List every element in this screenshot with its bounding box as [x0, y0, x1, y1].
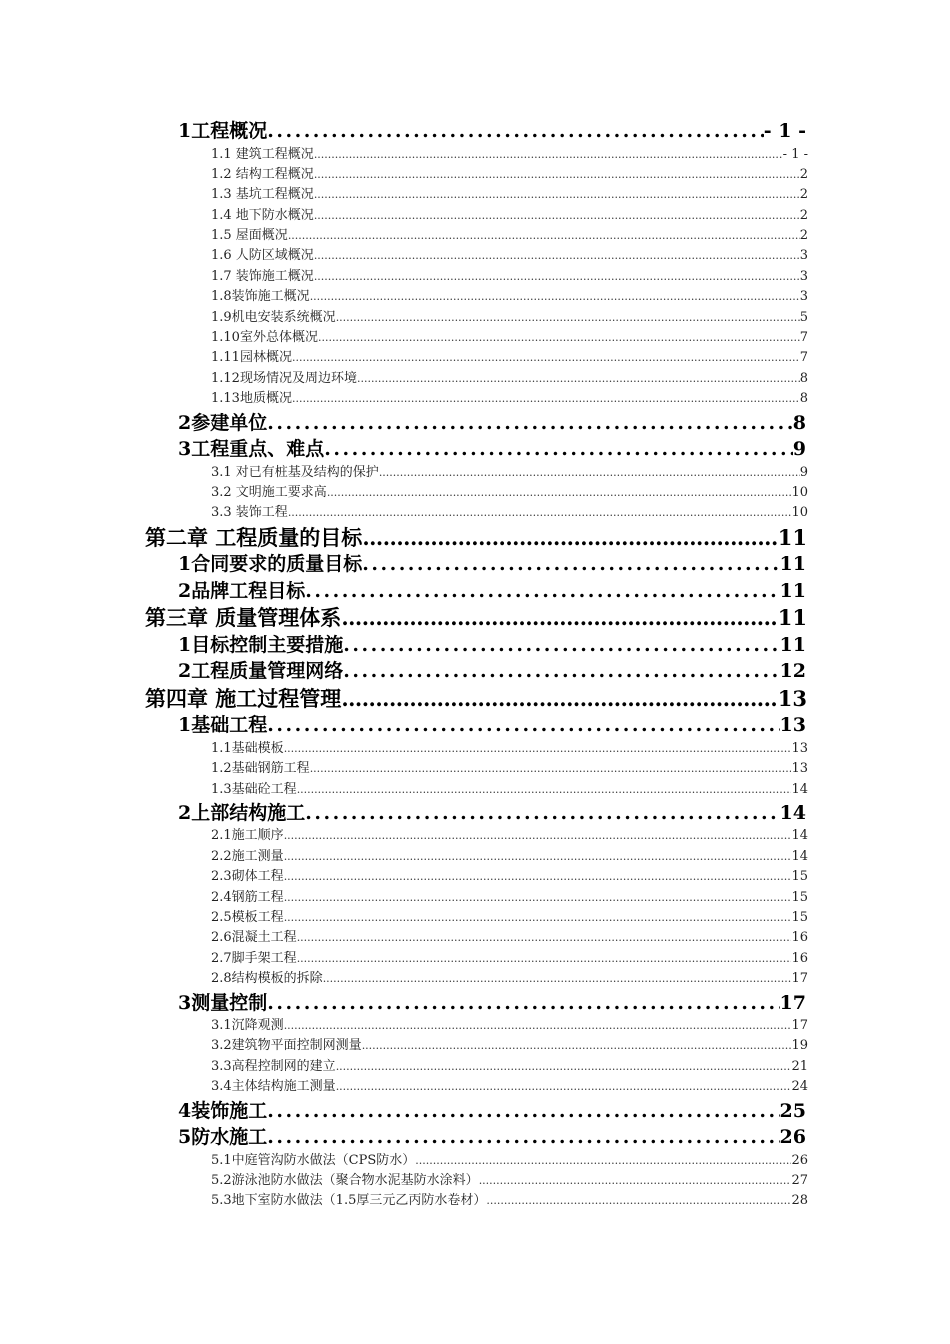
toc-subsection[interactable]: [211, 757, 808, 777]
toc-entry-title: 2.4钢筋工程: [211, 889, 284, 905]
toc-page-number: 27: [791, 1173, 808, 1188]
toc-dot-leader: [357, 372, 800, 385]
toc-section[interactable]: [178, 630, 806, 657]
toc-subsection[interactable]: [211, 224, 808, 244]
toc-dot-leader: [292, 392, 800, 405]
toc-dot-leader: [284, 911, 792, 924]
toc-entry-title: 3.1沉降观测: [211, 1018, 284, 1034]
toc-section[interactable]: [178, 434, 806, 461]
toc-section[interactable]: [178, 408, 806, 435]
toc-dot-leader: [362, 553, 779, 575]
toc-section[interactable]: [178, 988, 806, 1015]
toc-subsection[interactable]: [211, 737, 808, 757]
toc-page-number: 3: [799, 268, 808, 284]
toc-page-number: 11: [777, 524, 807, 550]
toc-entry-title: 1.4 地下防水概况: [211, 207, 314, 223]
toc-subsection[interactable]: [211, 865, 808, 885]
toc-entry-title: 1基础工程: [178, 714, 268, 737]
toc-subsection[interactable]: [211, 306, 808, 326]
toc-page-number: - 1 -: [782, 146, 808, 162]
toc-section[interactable]: [178, 656, 806, 683]
toc-page-number: 10: [791, 484, 808, 500]
toc-page-number: 17: [791, 971, 808, 987]
toc-subsection[interactable]: [211, 244, 808, 264]
toc-dot-leader: [267, 992, 779, 1014]
toc-entry-title: 1合同要求的质量目标: [178, 553, 363, 576]
toc-page-number: 13: [791, 761, 808, 777]
toc-entry-title: 2.7脚手架工程: [211, 950, 297, 966]
toc-dot-leader: [314, 188, 800, 201]
toc-entry-title: 2.8结构模板的拆除: [211, 971, 323, 987]
toc-entry-title: 3.2建筑物平面控制网测量: [211, 1038, 362, 1054]
toc-subsection[interactable]: [211, 265, 808, 285]
toc-dot-leader: [267, 714, 779, 736]
toc-dot-leader: [343, 660, 779, 682]
toc-dot-leader: [314, 270, 800, 283]
toc-page-number: 10: [791, 505, 808, 521]
toc-dot-leader: [310, 762, 792, 775]
toc-page-number: 17: [779, 991, 806, 1014]
toc-subsection[interactable]: [211, 778, 808, 798]
toc-page-number: 17: [791, 1018, 808, 1034]
toc-dot-leader: [314, 249, 800, 262]
toc-dot-leader: [336, 311, 800, 324]
toc-entry-title: 2.5模板工程: [211, 909, 284, 925]
toc-page-number: 14: [791, 848, 808, 864]
toc-dot-leader: [323, 972, 792, 985]
toc-entry-title: 第三章 质量管理体系: [145, 605, 342, 630]
toc-dot-leader: [314, 148, 783, 161]
toc-dot-leader: [327, 486, 792, 499]
toc-subsection[interactable]: [211, 481, 808, 501]
toc-dot-leader: [341, 605, 777, 630]
toc-dot-leader: [318, 331, 800, 344]
toc-page-number: 7: [799, 330, 808, 346]
toc-dot-leader: [336, 1060, 792, 1073]
toc-entry-title: 3.3 装饰工程: [211, 505, 288, 521]
toc-dot-leader: [284, 870, 792, 883]
toc-page-number: 11: [779, 579, 806, 602]
toc-entry-title: 3.1 对已有桩基及结构的保护: [211, 464, 379, 480]
toc-section[interactable]: [178, 549, 806, 576]
toc-page-number: 13: [777, 685, 807, 711]
toc-entry-title: 3.4主体结构施工测量: [211, 1079, 336, 1095]
toc-page-number: 8: [799, 391, 808, 407]
toc-entry-title: 2工程质量管理网络: [178, 660, 344, 683]
toc-entry-title: 1.2 结构工程概况: [211, 166, 314, 182]
toc-subsection[interactable]: [211, 886, 808, 906]
toc-page-number: 3: [799, 248, 808, 264]
toc-page-number: 14: [791, 828, 808, 844]
toc-subsection[interactable]: [211, 1034, 808, 1054]
toc-dot-leader: [284, 891, 792, 904]
toc-entry-title: 1.9机电安装系统概况: [211, 309, 336, 325]
toc-dot-leader: [305, 802, 779, 824]
toc-dot-leader: [479, 1174, 792, 1187]
toc-subsection[interactable]: [211, 183, 808, 203]
toc-chapter[interactable]: [145, 522, 807, 550]
toc-entry-title: 2参建单位: [178, 411, 268, 434]
toc-subsection[interactable]: [211, 367, 808, 387]
toc-entry-title: 1.6 人防区域概况: [211, 248, 314, 264]
toc-page-number: 25: [779, 1099, 806, 1122]
toc-entry-title: 3.2 文明施工要求高: [211, 484, 327, 500]
toc-subsection[interactable]: [211, 845, 808, 865]
toc-dot-leader: [297, 783, 792, 796]
toc-page-number: 28: [791, 1193, 808, 1209]
toc-entry-title: 3.3高程控制网的建立: [211, 1058, 336, 1074]
toc-page-number: 11: [779, 633, 806, 656]
toc-dot-leader: [284, 850, 792, 863]
toc-section[interactable]: [178, 798, 806, 825]
toc-entry-title: 4装饰施工: [178, 1099, 268, 1122]
toc-subsection[interactable]: [211, 926, 808, 946]
toc-page-number: 7: [799, 350, 808, 366]
toc-page-number: 2: [799, 187, 808, 203]
toc-entry-title: 1.13地质概况: [211, 391, 292, 407]
toc-page-number: 15: [791, 889, 808, 905]
toc-page-number: 2: [799, 166, 808, 182]
toc-page-number: 16: [791, 950, 808, 966]
toc-entry-title: 2.3砌体工程: [211, 869, 284, 885]
toc-dot-leader: [343, 634, 779, 656]
toc-page-number: 26: [779, 1126, 806, 1149]
toc-entry-title: 1.3 基坑工程概况: [211, 187, 314, 203]
toc-section[interactable]: [178, 1096, 806, 1123]
toc-dot-leader: [305, 580, 779, 602]
toc-dot-leader: [362, 525, 777, 550]
toc-subsection[interactable]: [211, 1014, 808, 1034]
toc-dot-leader: [297, 931, 792, 944]
toc-dot-leader: [297, 952, 792, 965]
toc-dot-leader: [314, 209, 800, 222]
toc-page-number: 15: [791, 869, 808, 885]
toc-chapter[interactable]: [145, 683, 807, 711]
toc-section[interactable]: [178, 116, 806, 143]
toc-page-number: 9: [799, 464, 808, 480]
toc-dot-leader: [415, 1154, 791, 1167]
toc-page-number: 3: [799, 289, 808, 305]
toc-entry-title: 5.2游泳池防水做法（聚合物水泥基防水涂料）: [211, 1173, 479, 1188]
toc-dot-leader: [336, 1080, 792, 1093]
toc-entry-title: 5防水施工: [178, 1126, 268, 1149]
toc-subsection[interactable]: [211, 1149, 808, 1169]
toc-entry-title: 1.2基础钢筋工程: [211, 761, 310, 777]
toc-entry-title: 1.11园林概况: [211, 350, 292, 366]
toc-subsection[interactable]: [211, 906, 808, 926]
toc-entry-title: 1.3基础砼工程: [211, 781, 297, 797]
toc-page-number: - 1 -: [763, 120, 806, 142]
toc-subsection[interactable]: [211, 1189, 808, 1209]
toc-entry-title: 2.6混凝土工程: [211, 930, 297, 946]
toc-subsection[interactable]: [211, 947, 808, 967]
toc-entry-title: 2品牌工程目标: [178, 579, 306, 602]
toc-page-number: 5: [799, 309, 808, 325]
toc-dot-leader: [362, 1039, 792, 1052]
toc-section[interactable]: [178, 710, 806, 737]
toc-subsection[interactable]: [211, 204, 808, 224]
toc-subsection[interactable]: [211, 1075, 808, 1095]
toc-entry-title: 3工程重点、难点: [178, 438, 325, 461]
table-of-contents: [0, 116, 950, 1210]
toc-dot-leader: [267, 1126, 779, 1148]
toc-dot-leader: [379, 466, 800, 479]
toc-page-number: 12: [779, 660, 806, 683]
toc-entry-title: 1.1 建筑工程概况: [211, 146, 314, 162]
toc-page-number: 8: [799, 370, 808, 386]
toc-chapter[interactable]: [145, 602, 807, 630]
toc-entry-title: 1.1基础模板: [211, 740, 284, 756]
toc-subsection[interactable]: [211, 387, 808, 407]
toc-entry-title: 2.2施工测量: [211, 848, 284, 864]
toc-entry-title: 1.8装饰施工概况: [211, 289, 310, 305]
toc-page-number: 2: [799, 228, 808, 244]
toc-entry-title: 3测量控制: [178, 991, 268, 1014]
toc-subsection[interactable]: [211, 461, 808, 481]
toc-dot-leader: [284, 1019, 792, 1032]
toc-page-number: 14: [791, 781, 808, 797]
toc-page-number: 26: [791, 1152, 808, 1168]
toc-dot-leader: [314, 168, 800, 181]
toc-subsection[interactable]: [211, 346, 808, 366]
toc-entry-title: 第二章 工程质量的目标: [145, 524, 363, 550]
toc-entry-title: 1.12现场情况及周边环境: [211, 370, 357, 386]
toc-subsection[interactable]: [211, 501, 808, 521]
toc-page-number: 2: [799, 207, 808, 223]
toc-dot-leader: [486, 1194, 791, 1207]
toc-subsection[interactable]: [211, 285, 808, 305]
toc-section[interactable]: [178, 576, 806, 603]
toc-page-number: 14: [779, 801, 806, 824]
toc-page-number: 15: [791, 909, 808, 925]
toc-entry-title: 第四章 施工过程管理: [145, 685, 342, 711]
toc-entry-title: 1.7 装饰施工概况: [211, 268, 314, 284]
toc-subsection[interactable]: [211, 326, 808, 346]
toc-dot-leader: [288, 506, 792, 519]
toc-subsection[interactable]: [211, 163, 808, 183]
toc-entry-title: 5.3地下室防水做法（1.5厚三元乙丙防水卷材）: [211, 1193, 487, 1209]
toc-page-number: 11: [777, 605, 807, 630]
toc-entry-title: 1工程概况: [178, 120, 268, 142]
toc-dot-leader: [310, 290, 800, 303]
toc-page-number: 24: [791, 1079, 808, 1095]
toc-page-number: 19: [791, 1038, 808, 1054]
toc-page-number: 9: [792, 438, 806, 461]
toc-dot-leader: [341, 686, 777, 711]
toc-dot-leader: [284, 742, 792, 755]
toc-dot-leader: [267, 412, 793, 434]
toc-dot-leader: [284, 829, 792, 842]
toc-dot-leader: [267, 1100, 779, 1122]
toc-entry-title: 5.1中庭管沟防水做法（CPS防水）: [211, 1152, 416, 1168]
toc-entry-title: 2上部结构施工: [178, 801, 306, 824]
toc-dot-leader: [288, 229, 800, 242]
toc-subsection[interactable]: [211, 1169, 808, 1189]
toc-dot-leader: [292, 351, 800, 364]
toc-dot-leader: [324, 438, 793, 460]
toc-dot-leader: [267, 120, 764, 142]
toc-entry-title: 1.5 屋面概况: [211, 228, 288, 244]
toc-page-number: 21: [791, 1058, 808, 1074]
toc-page-number: 16: [791, 930, 808, 946]
toc-page-number: 8: [792, 411, 806, 434]
toc-subsection[interactable]: [211, 824, 808, 844]
toc-entry-title: 1目标控制主要措施: [178, 633, 344, 656]
toc-subsection[interactable]: [211, 1055, 808, 1075]
toc-subsection[interactable]: [211, 143, 808, 163]
toc-entry-title: 1.10室外总体概况: [211, 330, 318, 346]
toc-page-number: 13: [779, 714, 806, 737]
toc-entry-title: 2.1施工顺序: [211, 828, 284, 844]
toc-subsection[interactable]: [211, 967, 808, 987]
toc-section[interactable]: [178, 1122, 806, 1149]
toc-page-number: 13: [791, 740, 808, 756]
toc-page-number: 11: [779, 553, 806, 576]
